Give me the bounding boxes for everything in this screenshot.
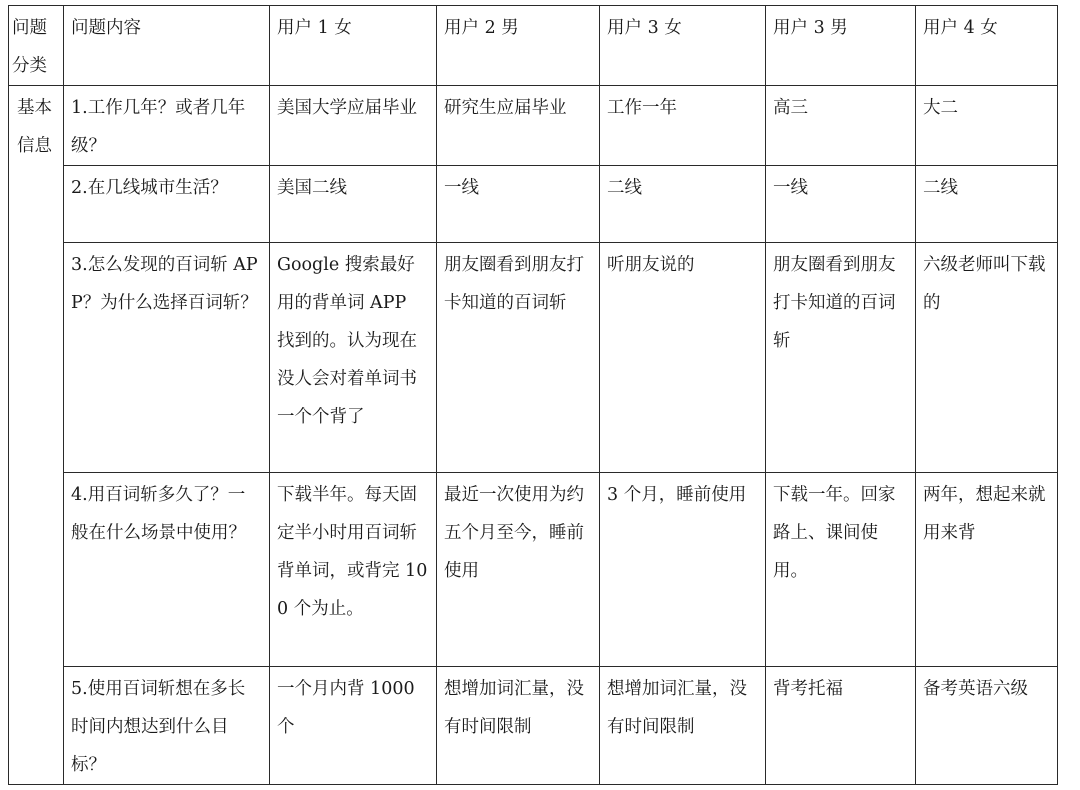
answer-cell: 想增加词汇量，没有时间限制 xyxy=(437,667,600,785)
answer-cell: 听朋友说的 xyxy=(600,243,766,473)
table-row xyxy=(9,166,1058,243)
table-row xyxy=(9,473,1058,667)
document-page xyxy=(8,5,1058,785)
question-cell: 5.使用百词斩想在多长时间内想达到什么目标？ xyxy=(64,667,270,785)
answer-cell: 下载半年。每天固定半小时用百词斩背单词，或背完 100 个为止。 xyxy=(270,473,437,667)
question-cell: 1.工作几年？或者几年级？ xyxy=(64,86,270,166)
answer-cell: 二线 xyxy=(916,166,1058,243)
interview-table xyxy=(8,5,1058,785)
answer-cell: 背考托福 xyxy=(766,667,916,785)
answer-cell: 两年，想起来就用来背 xyxy=(916,473,1058,667)
header-user-2: 用户 2 男 xyxy=(437,6,600,86)
answer-cell: 一个月内背 1000 个 xyxy=(270,667,437,785)
answer-cell: 朋友圈看到朋友打卡知道的百词斩 xyxy=(437,243,600,473)
header-row xyxy=(9,6,1058,86)
table-row xyxy=(9,243,1058,473)
answer-cell: 工作一年 xyxy=(600,86,766,166)
question-cell: 2.在几线城市生活？ xyxy=(64,166,270,243)
answer-cell: 3 个月，睡前使用 xyxy=(600,473,766,667)
header-user-4: 用户 3 男 xyxy=(766,6,916,86)
answer-cell: 研究生应届毕业 xyxy=(437,86,600,166)
answer-cell: 想增加词汇量，没有时间限制 xyxy=(600,667,766,785)
answer-cell: 美国大学应届毕业 xyxy=(270,86,437,166)
question-cell: 3.怎么发现的百词斩 APP？为什么选择百词斩？ xyxy=(64,243,270,473)
answer-cell: 朋友圈看到朋友打卡知道的百词斩 xyxy=(766,243,916,473)
header-category: 问题分类 xyxy=(9,6,64,86)
answer-cell: Google 搜索最好用的背单词 APP 找到的。认为现在没人会对着单词书一个个背了 xyxy=(270,243,437,473)
answer-cell: 高三 xyxy=(766,86,916,166)
answer-cell: 美国二线 xyxy=(270,166,437,243)
header-user-5: 用户 4 女 xyxy=(916,6,1058,86)
answer-cell: 六级老师叫下载的 xyxy=(916,243,1058,473)
answer-cell: 备考英语六级 xyxy=(916,667,1058,785)
answer-cell: 二线 xyxy=(600,166,766,243)
answer-cell: 最近一次使用为约五个月至今，睡前使用 xyxy=(437,473,600,667)
answer-cell: 一线 xyxy=(437,166,600,243)
answer-cell: 大二 xyxy=(916,86,1058,166)
table-row xyxy=(9,86,1058,166)
header-user-3: 用户 3 女 xyxy=(600,6,766,86)
question-cell: 4.用百词斩多久了？一般在什么场景中使用？ xyxy=(64,473,270,667)
answer-cell: 一线 xyxy=(766,166,916,243)
header-user-1: 用户 1 女 xyxy=(270,6,437,86)
answer-cell: 下载一年。回家路上、课间使用。 xyxy=(766,473,916,667)
header-question: 问题内容 xyxy=(64,6,270,86)
table-row xyxy=(9,667,1058,785)
category-cell: 基本信息 xyxy=(9,86,64,785)
